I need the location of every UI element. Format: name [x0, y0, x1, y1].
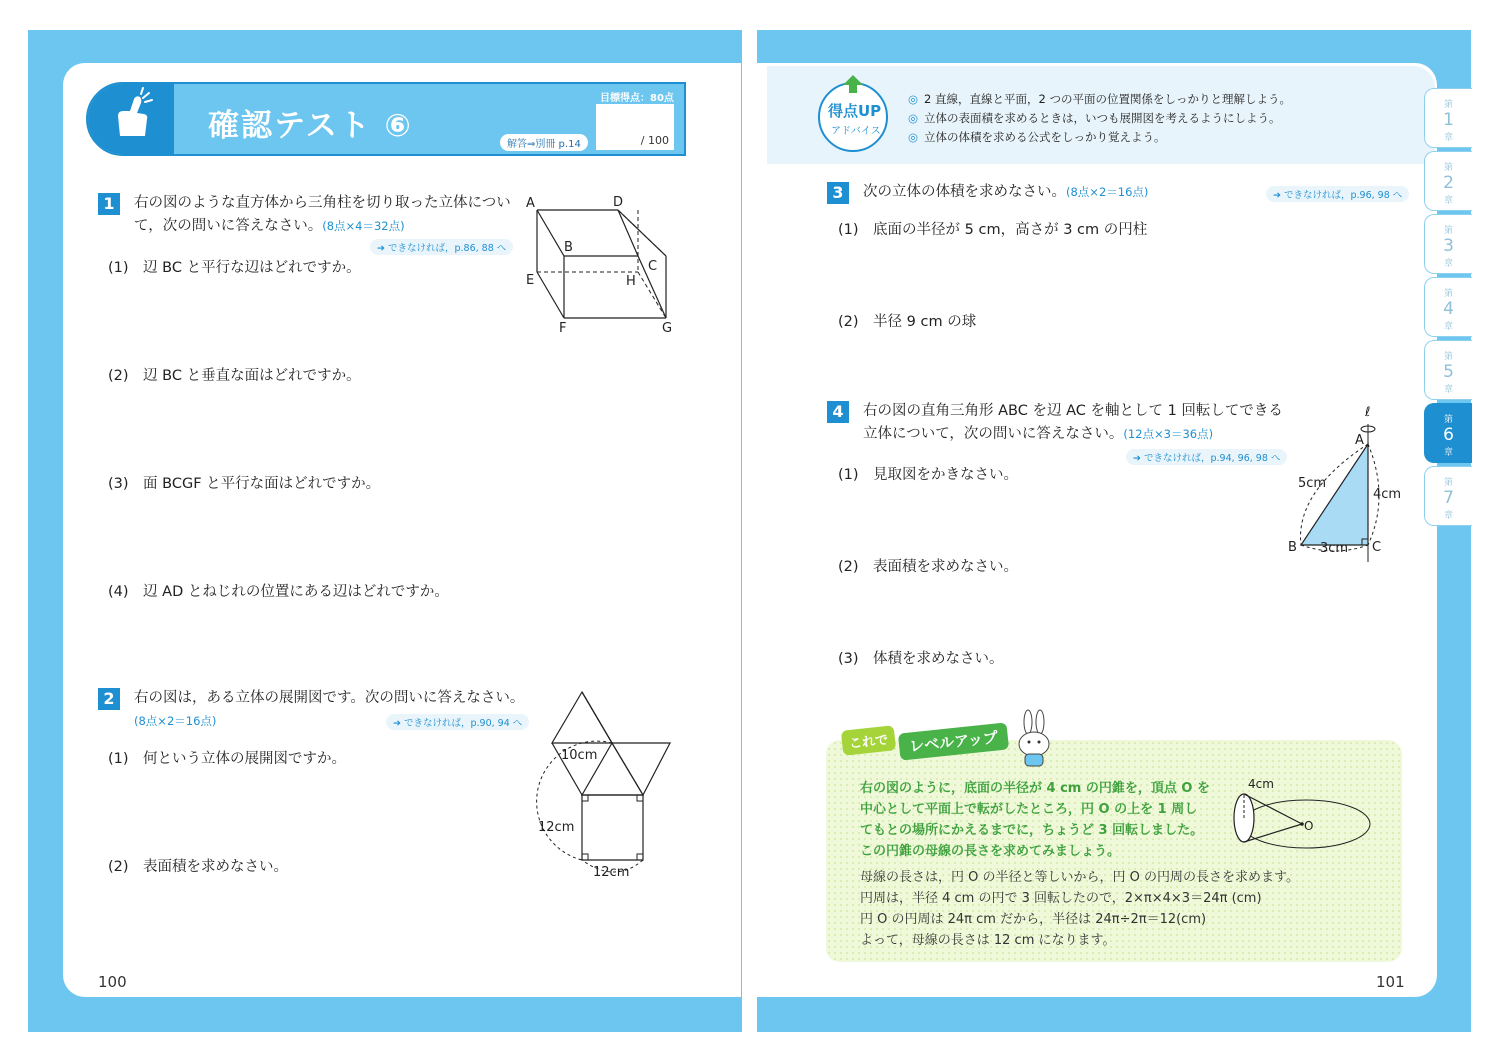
- target-score-label: 目標得点：80点: [600, 93, 674, 104]
- label-5cm: 5cm: [1298, 476, 1327, 491]
- question-number-1: 1: [98, 193, 120, 215]
- level-up-solution-4: よって，母線の長さは 12 cm になります。: [860, 933, 1116, 948]
- question-2-sub-1: (1) 何という立体の展開図ですか。: [108, 751, 347, 767]
- question-1-points: (8点×4＝32点): [322, 219, 405, 233]
- cone-figure: [1222, 772, 1374, 852]
- net-figure: [530, 688, 680, 880]
- question-1-sub-4: (4) 辺 AD とねじれの位置にある辺はどれですか。: [108, 584, 449, 600]
- question-3-points: (8点×2＝16点): [1066, 185, 1149, 199]
- chapter-tab-3[interactable]: 第 3 章: [1424, 214, 1472, 274]
- level-up-badge-1: これで: [841, 725, 896, 755]
- label-l: ℓ: [1365, 405, 1371, 420]
- question-number-2: 2: [98, 688, 120, 710]
- page-number-right: 101: [1376, 973, 1405, 991]
- question-3-sub-2: (2) 半径 9 cm の球: [838, 314, 977, 330]
- page-number-left: 100: [98, 973, 127, 991]
- label-b: B: [564, 240, 573, 255]
- score-total: / 100: [640, 134, 669, 147]
- label-a-tri: A: [1355, 433, 1364, 448]
- question-3-reference: ➔ できなければ，p.96, 98 へ: [1266, 186, 1409, 202]
- pointing-hand-icon: [88, 84, 174, 154]
- chapter-tab-1[interactable]: 第 1 章: [1424, 88, 1472, 148]
- question-3-text: 次の立体の体積を求めなさい。(8点×2＝16点): [863, 184, 1149, 200]
- chapter-tab-7[interactable]: 第 7 章: [1424, 466, 1472, 526]
- question-2-points: (8点×2＝16点): [134, 714, 217, 728]
- label-10cm: 10cm: [561, 748, 598, 763]
- level-up-badge-2: レベルアップ: [898, 722, 1009, 760]
- question-4-sub-1: (1) 見取図をかきなさい。: [838, 467, 1019, 483]
- question-1-text: 右の図のような直方体から三角柱を切り取った立体について，次の問いに答えなさい。(8点×4＝32点): [134, 195, 511, 234]
- cuboid-figure: [520, 190, 680, 340]
- level-up-solution-1: 母線の長さは，円 O の半径と等しいから，円 O の円周の長さを求めます。: [860, 870, 1299, 885]
- label-a: A: [526, 196, 535, 211]
- advice-item-1: ◎ 2 直線，直線と平面，2 つの平面の位置関係をしっかりと理解しよう。: [908, 92, 1291, 106]
- page-title: 確認テスト ⑥: [208, 108, 413, 144]
- question-4-points: (12点×3＝36点): [1123, 427, 1214, 441]
- question-2-text: 右の図は，ある立体の展開図です。次の問いに答えなさい。(8点×2＝16点): [134, 690, 525, 728]
- question-number-3: 3: [827, 182, 849, 204]
- rabbit-mascot-icon: [1010, 708, 1060, 768]
- question-3-sub-1: (1) 底面の半径が 5 cm，高さが 3 cm の円柱: [838, 222, 1148, 238]
- label-e: E: [526, 273, 535, 288]
- question-1-sub-3: (3) 面 BCGF と平行な面はどれですか。: [108, 476, 381, 492]
- score-box: [596, 104, 674, 150]
- level-up-solution-3: 円 O の円周は 24π cm だから，半径は 24π÷2π＝12(cm): [860, 912, 1207, 927]
- label-c-tri: C: [1372, 540, 1382, 555]
- label-3cm: 3cm: [1320, 541, 1349, 556]
- advice-subtitle: アドバイス: [831, 126, 881, 137]
- label-12cm-bottom: 12cm: [593, 865, 630, 880]
- level-up-problem-1: 右の図のように，底面の半径が 4 cm の円錐を，頂点 O を: [860, 781, 1210, 796]
- right-triangle-figure: [1285, 402, 1410, 564]
- question-2-reference: ➔ できなければ，p.90, 94 へ: [386, 714, 529, 730]
- label-f: F: [559, 321, 567, 336]
- label-o: O: [1304, 819, 1314, 833]
- question-4-reference: ➔ できなければ，p.94, 96, 98 へ: [1126, 449, 1287, 465]
- question-number-4: 4: [827, 401, 849, 423]
- chapter-tab-5[interactable]: 第 5 章: [1424, 340, 1472, 400]
- chapter-tab-4[interactable]: 第 4 章: [1424, 277, 1472, 337]
- question-1-reference: ➔ できなければ，p.86, 88 へ: [370, 239, 513, 255]
- advice-item-2: ◎ 立体の表面積を求めるときは，いつも展開図を考えるようにしよう。: [908, 111, 1281, 125]
- level-up-problem-3: てもとの場所にかえるまでに，ちょうど 3 回転しました。: [860, 823, 1204, 838]
- label-c: C: [648, 259, 658, 274]
- question-2-sub-2: (2) 表面積を求めなさい。: [108, 859, 289, 875]
- question-4-sub-3: (3) 体積を求めなさい。: [838, 651, 1004, 667]
- label-b-tri: B: [1288, 540, 1297, 555]
- chapter-tab-2[interactable]: 第 2 章: [1424, 151, 1472, 211]
- advice-item-3: ◎ 立体の体積を求める公式をしっかり覚えよう。: [908, 130, 1166, 144]
- level-up-solution-2: 円周は，半径 4 cm の円で 3 回転したので，2×π×4×3＝24π (cm): [860, 891, 1262, 906]
- question-4-text: 右の図の直角三角形 ABC を辺 AC を軸として 1 回転してできる立体について，次の問いに答えなさい。(12点×3＝36点): [863, 403, 1283, 442]
- question-1-sub-2: (2) 辺 BC と垂直な面はどれですか。: [108, 368, 361, 384]
- level-up-problem-2: 中心として平面上で転がしたところ，円 O の上を 1 周し: [860, 802, 1198, 817]
- question-1-sub-1: (1) 辺 BC と平行な辺はどれですか。: [108, 260, 361, 276]
- label-4cm: 4cm: [1373, 487, 1402, 502]
- up-arrow-icon: [842, 74, 864, 94]
- chapter-tab-6[interactable]: 第 6 章: [1424, 403, 1472, 463]
- test-banner: [86, 82, 686, 156]
- label-g: G: [662, 321, 673, 336]
- advice-title: 得点UP: [828, 102, 882, 120]
- label-h: H: [626, 274, 636, 289]
- label-12cm-side: 12cm: [538, 820, 575, 835]
- answer-reference: 解答⇒別冊 p.14: [500, 134, 588, 151]
- label-4cm-cone: 4cm: [1248, 777, 1274, 791]
- question-4-sub-2: (2) 表面積を求めなさい。: [838, 559, 1019, 575]
- label-d: D: [613, 195, 624, 210]
- level-up-problem-4: この円錐の母線の長さを求めてみましょう。: [860, 844, 1121, 859]
